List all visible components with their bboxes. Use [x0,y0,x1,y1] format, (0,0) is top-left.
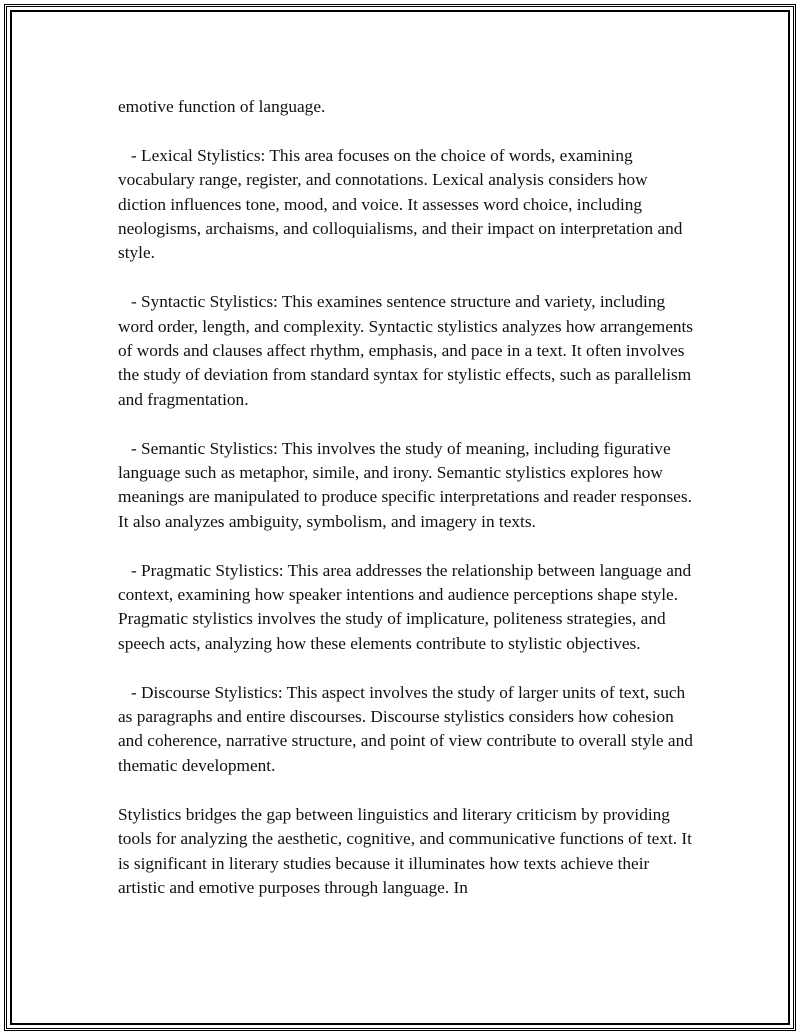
page-frame [4,4,796,1031]
paragraph-pragmatic-stylistics: - Pragmatic Stylistics: This area addresses the relationship between language and context, examining how speaker intentions and audience perceptions shape style. Pragmatic stylistics involves the study of implicature, politeness strategies, and speech acts, analyzing how these elements contribute to stylistic objectives. [118,560,696,653]
paragraph-gap [118,656,698,680]
paragraph-gap [118,778,698,802]
paragraph-gap [118,412,698,436]
paragraph-discourse-stylistics: - Discourse Stylistics: This aspect involves the study of larger units of text, such as paragraphs and entire discourses. Discourse stylistics considers how cohesion and coherence, narrative structure, and point of view contribute to overall style and thematic development. [118,682,698,775]
paragraph-continuation: emotive function of language. [118,97,326,116]
paragraph-semantic-stylistics: - Semantic Stylistics: This involves the study of meaning, including figurative language such as metaphor, simile, and irony. Semantic stylistics explores how meanings are manipulated to produce specific interpretations and reader responses. It also analyzes ambiguity, symbolism, and imagery in texts. [118,438,697,531]
paragraph-syntactic-stylistics: - Syntactic Stylistics: This examines sentence structure and variety, including word order, length, and complexity. Syntactic stylistics analyzes how arrangements of words and clauses affect rhythm, emphasis, and pace in a text. It often involves the study of deviation from standard syntax for stylistic effects, such as parallelism and fragmentation. [118,292,698,409]
paragraph-gap [118,534,698,558]
paragraph-lexical-stylistics: - Lexical Stylistics: This area focuses on the choice of words, examining vocabulary range, register, and connotations. Lexical analysis considers how diction influences tone, mood, and voice. It assesses word choice, including neologisms, archaisms, and colloquialisms, and their impact on interpretation and style. [118,145,687,263]
document-body [118,95,698,900]
paragraph-gap [118,266,698,290]
paragraph-conclusion: Stylistics bridges the gap between linguistics and literary criticism by providing tools for analyzing the aesthetic, cognitive, and communicative functions of text. It is significant in literary studies because it illuminates how texts achieve their artistic and emotive purposes through language. In [118,804,697,897]
paragraph-gap [118,119,698,143]
